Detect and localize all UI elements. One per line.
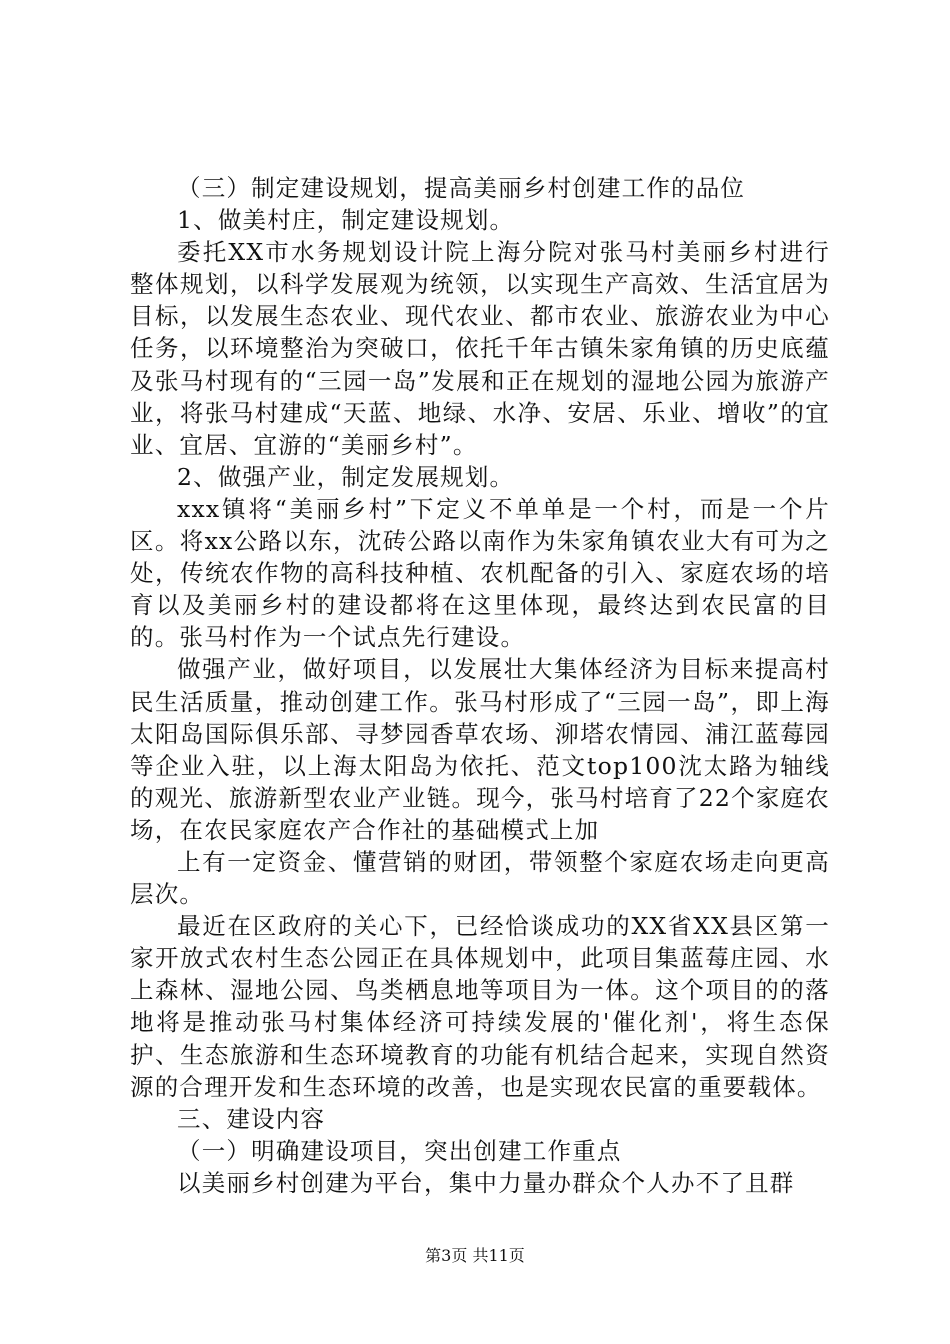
paragraph: 最近在区政府的关心下，已经恰谈成功的XX省XX县区第一家开放式农村生态公园正在具体规划中，此项目集蓝莓庄园、水上森林、湿地公园、鸟类栖息地等项目为一体。这个项目的的落地将是推动张马村集体经济可持续发展的'催化剂'，将生态保护、生态旅游和生态环境教育的功能有机结合起来，实现自然资源的合理开发和生态环境的改善，也是实现农民富的重要载体。 <box>130 912 830 1101</box>
page-number-footer: 第3页 共11页 <box>425 1246 525 1265</box>
paragraph: xxx镇将“美丽乡村”下定义不单单是一个村，而是一个片区。将xx公路以东，沈砖公路以南作为朱家角镇农业大有可为之处，传统农作物的高科技种植、农机配备的引入、家庭农场的培育以及美丽乡村的建设都将在这里体现，最终达到农民富的目的。张马村作为一个试点先行建设。 <box>130 494 830 652</box>
paragraph: 做强产业，做好项目，以发展壮大集体经济为目标来提高村民生活质量，推动创建工作。张马村形成了“三园一岛”，即上海太阳岛国际俱乐部、寻梦园香草农场、泖塔农情园、浦江蓝莓园等企业入驻，以上海太阳岛为依托、范文top100沈太路为轴线的观光、旅游新型农业产业链。现今，张马村培育了22个家庭农场，在农民家庭农产合作社的基础模式上加 <box>130 655 830 844</box>
subheading-1: 1、做美村庄，制定建设规划。 <box>177 206 515 235</box>
document-body <box>130 172 830 1199</box>
section-heading: 三、建设内容 <box>177 1104 326 1133</box>
subheading: （一）明确建设项目，突出创建工作重点 <box>177 1136 622 1165</box>
section-heading-3: （三）制定建设规划，提高美丽乡村创建工作的品位 <box>177 174 746 202</box>
subheading-2: 2、做强产业，制定发展规划。 <box>177 462 515 491</box>
paragraph: 委托XX市水务规划设计院上海分院对张马村美丽乡村进行整体规划，以科学发展观为统领，以实现生产高效、生活宜居为目标，以发展生态农业、现代农业、都市农业、旅游农业为中心任务，以环境整治为突破口，依托千年古镇朱家角镇的历史底蕴及张马村现有的“三园一岛”发展和正在规划的湿地公园为旅游产业，将张马村建成“天蓝、地绿、水净、安居、乐业、增收”的宜业、宜居、宜游的“美丽乡村”。 <box>130 238 830 459</box>
paragraph: 以美丽乡村创建为平台，集中力量办群众个人办不了且群 <box>177 1168 795 1197</box>
paragraph: 上有一定资金、懂营销的财团，带领整个家庭农场走向更高层次。 <box>130 847 830 909</box>
